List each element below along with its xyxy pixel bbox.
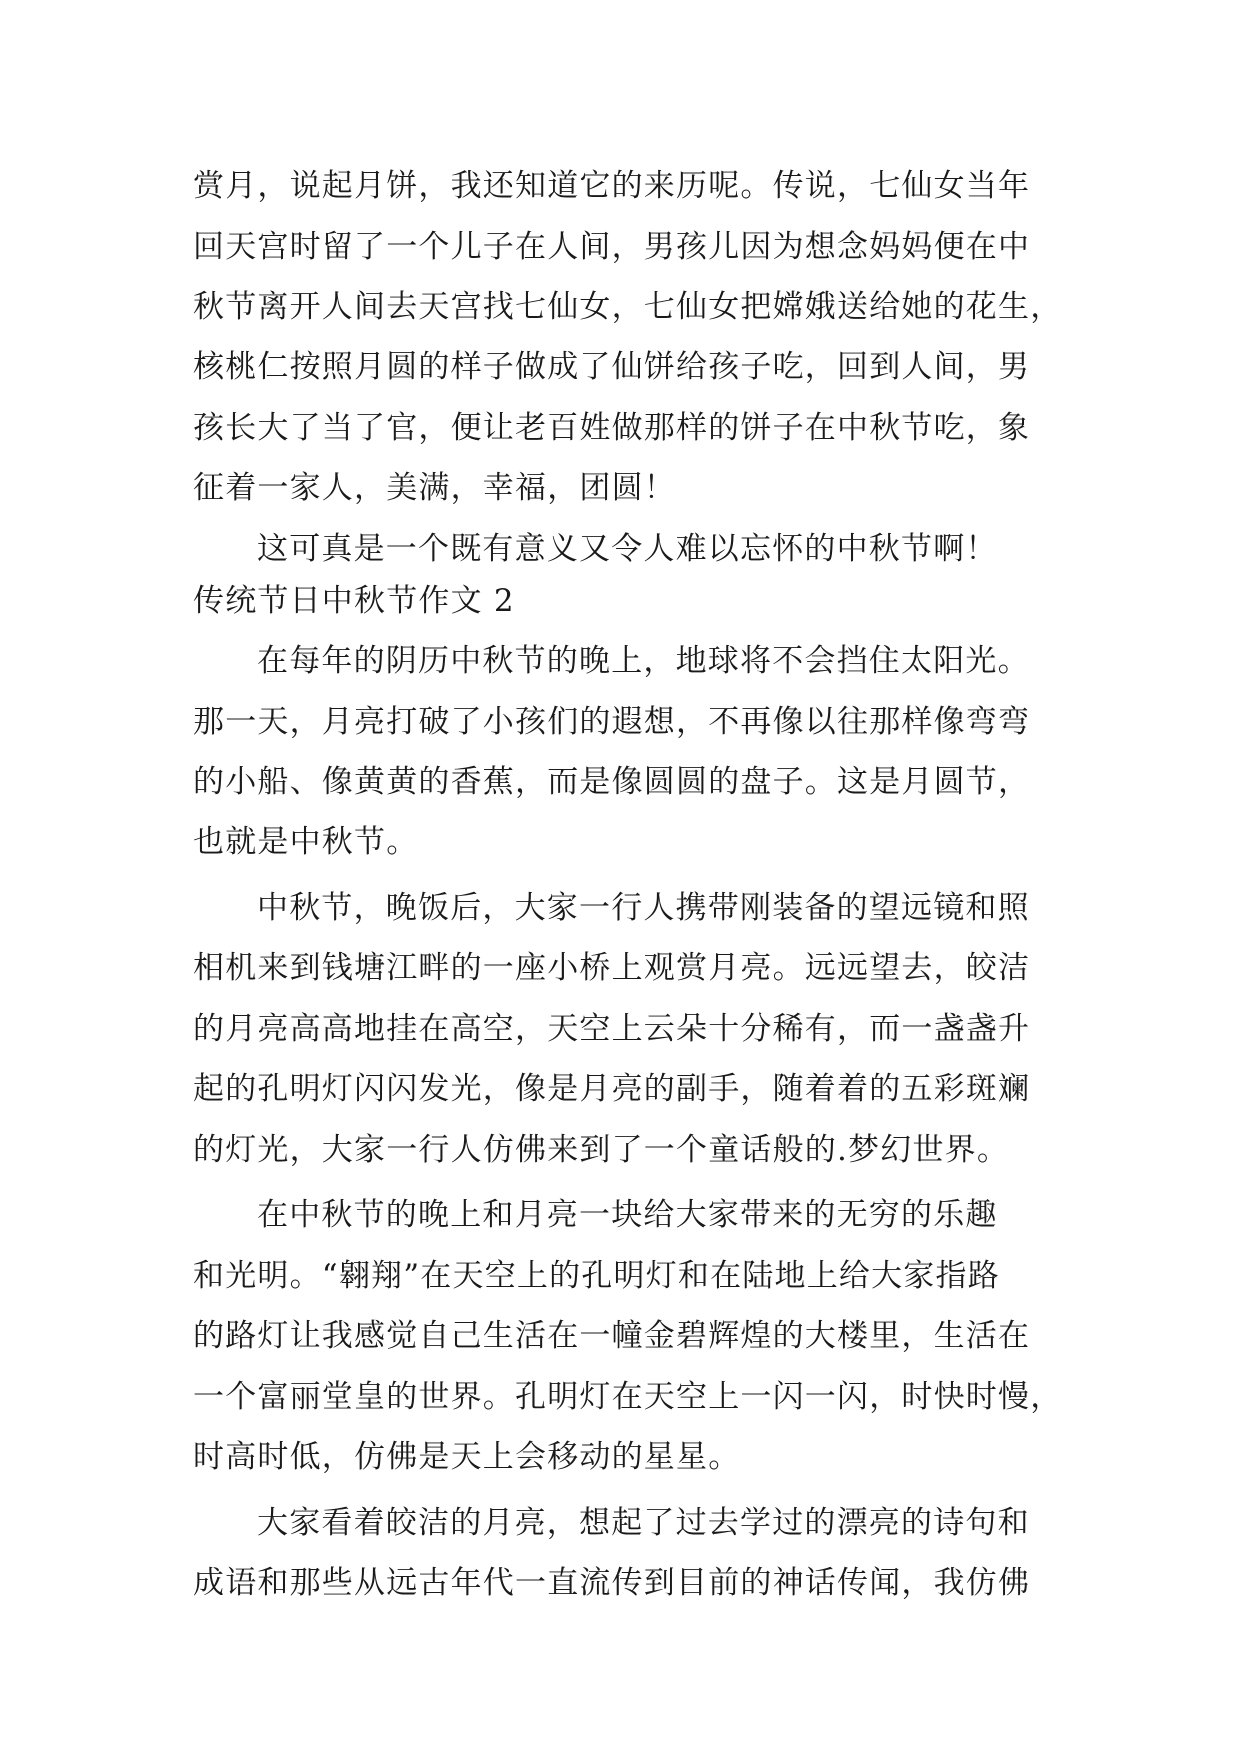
section-heading: 传统节日中秋节作文 2 [193,583,515,619]
text-line: 那一天，月亮打破了小孩们的遐想，不再像以往那样像弯弯 [193,704,1031,740]
paragraph-first-line: 这可真是一个既有意义又令人难以忘怀的中秋节啊！ [257,531,998,567]
text-line: 成语和那些从远古年代一直流传到目前的神话传闻，我仿佛 [193,1565,1031,1601]
text-line: 也就是中秋节。 [193,824,419,860]
text-line: 相机来到钱塘江畔的一座小桥上观赏月亮。远远望去，皎洁 [193,950,1031,986]
text-line: 回天宫时留了一个儿子在人间，男孩儿因为想念妈妈便在中 [193,229,1031,265]
text-line: 时高时低，仿佛是天上会移动的星星。 [193,1439,741,1475]
text-line: 的小船、像黄黄的香蕉，而是像圆圆的盘子。这是月圆节， [193,764,1031,800]
text-line: 秋节离开人间去天宫找七仙女，七仙女把嫦娥送给她的花生， [193,289,1063,325]
text-line: 的灯光，大家一行人仿佛来到了一个童话般的.梦幻世界。 [193,1132,1010,1168]
text-line: 一个富丽堂皇的世界。孔明灯在天空上一闪一闪，时快时慢， [193,1379,1063,1415]
text-line: 赏月，说起月饼，我还知道它的来历呢。传说，七仙女当年 [193,168,1031,204]
text-line: 核桃仁按照月圆的样子做成了仙饼给孩子吃，回到人间，男 [193,349,1031,385]
paragraph-first-line: 在每年的阴历中秋节的晚上，地球将不会挡住太阳光。 [257,643,1030,679]
text-line: 的路灯让我感觉自己生活在一幢金碧辉煌的大楼里，生活在 [193,1318,1031,1354]
paragraph-first-line: 中秋节，晚饭后，大家一行人携带刚装备的望远镜和照 [257,890,1030,926]
text-line: 的月亮高高地挂在高空，天空上云朵十分稀有，而一盏盏升 [193,1011,1031,1047]
text-line: 和光明。“翱翔”在天空上的孔明灯和在陆地上给大家指路 [193,1258,1000,1294]
text-line: 起的孔明灯闪闪发光，像是月亮的副手，随着着的五彩斑斓 [193,1071,1031,1107]
paragraph-first-line: 大家看着皎洁的月亮，想起了过去学过的漂亮的诗句和 [257,1505,1030,1541]
text-line: 征着一家人，美满，幸福，团圆！ [193,470,676,506]
paragraph-first-line: 在中秋节的晚上和月亮一块给大家带来的无穷的乐趣 [257,1197,998,1233]
text-line: 孩长大了当了官，便让老百姓做那样的饼子在中秋节吃，象 [193,410,1031,446]
